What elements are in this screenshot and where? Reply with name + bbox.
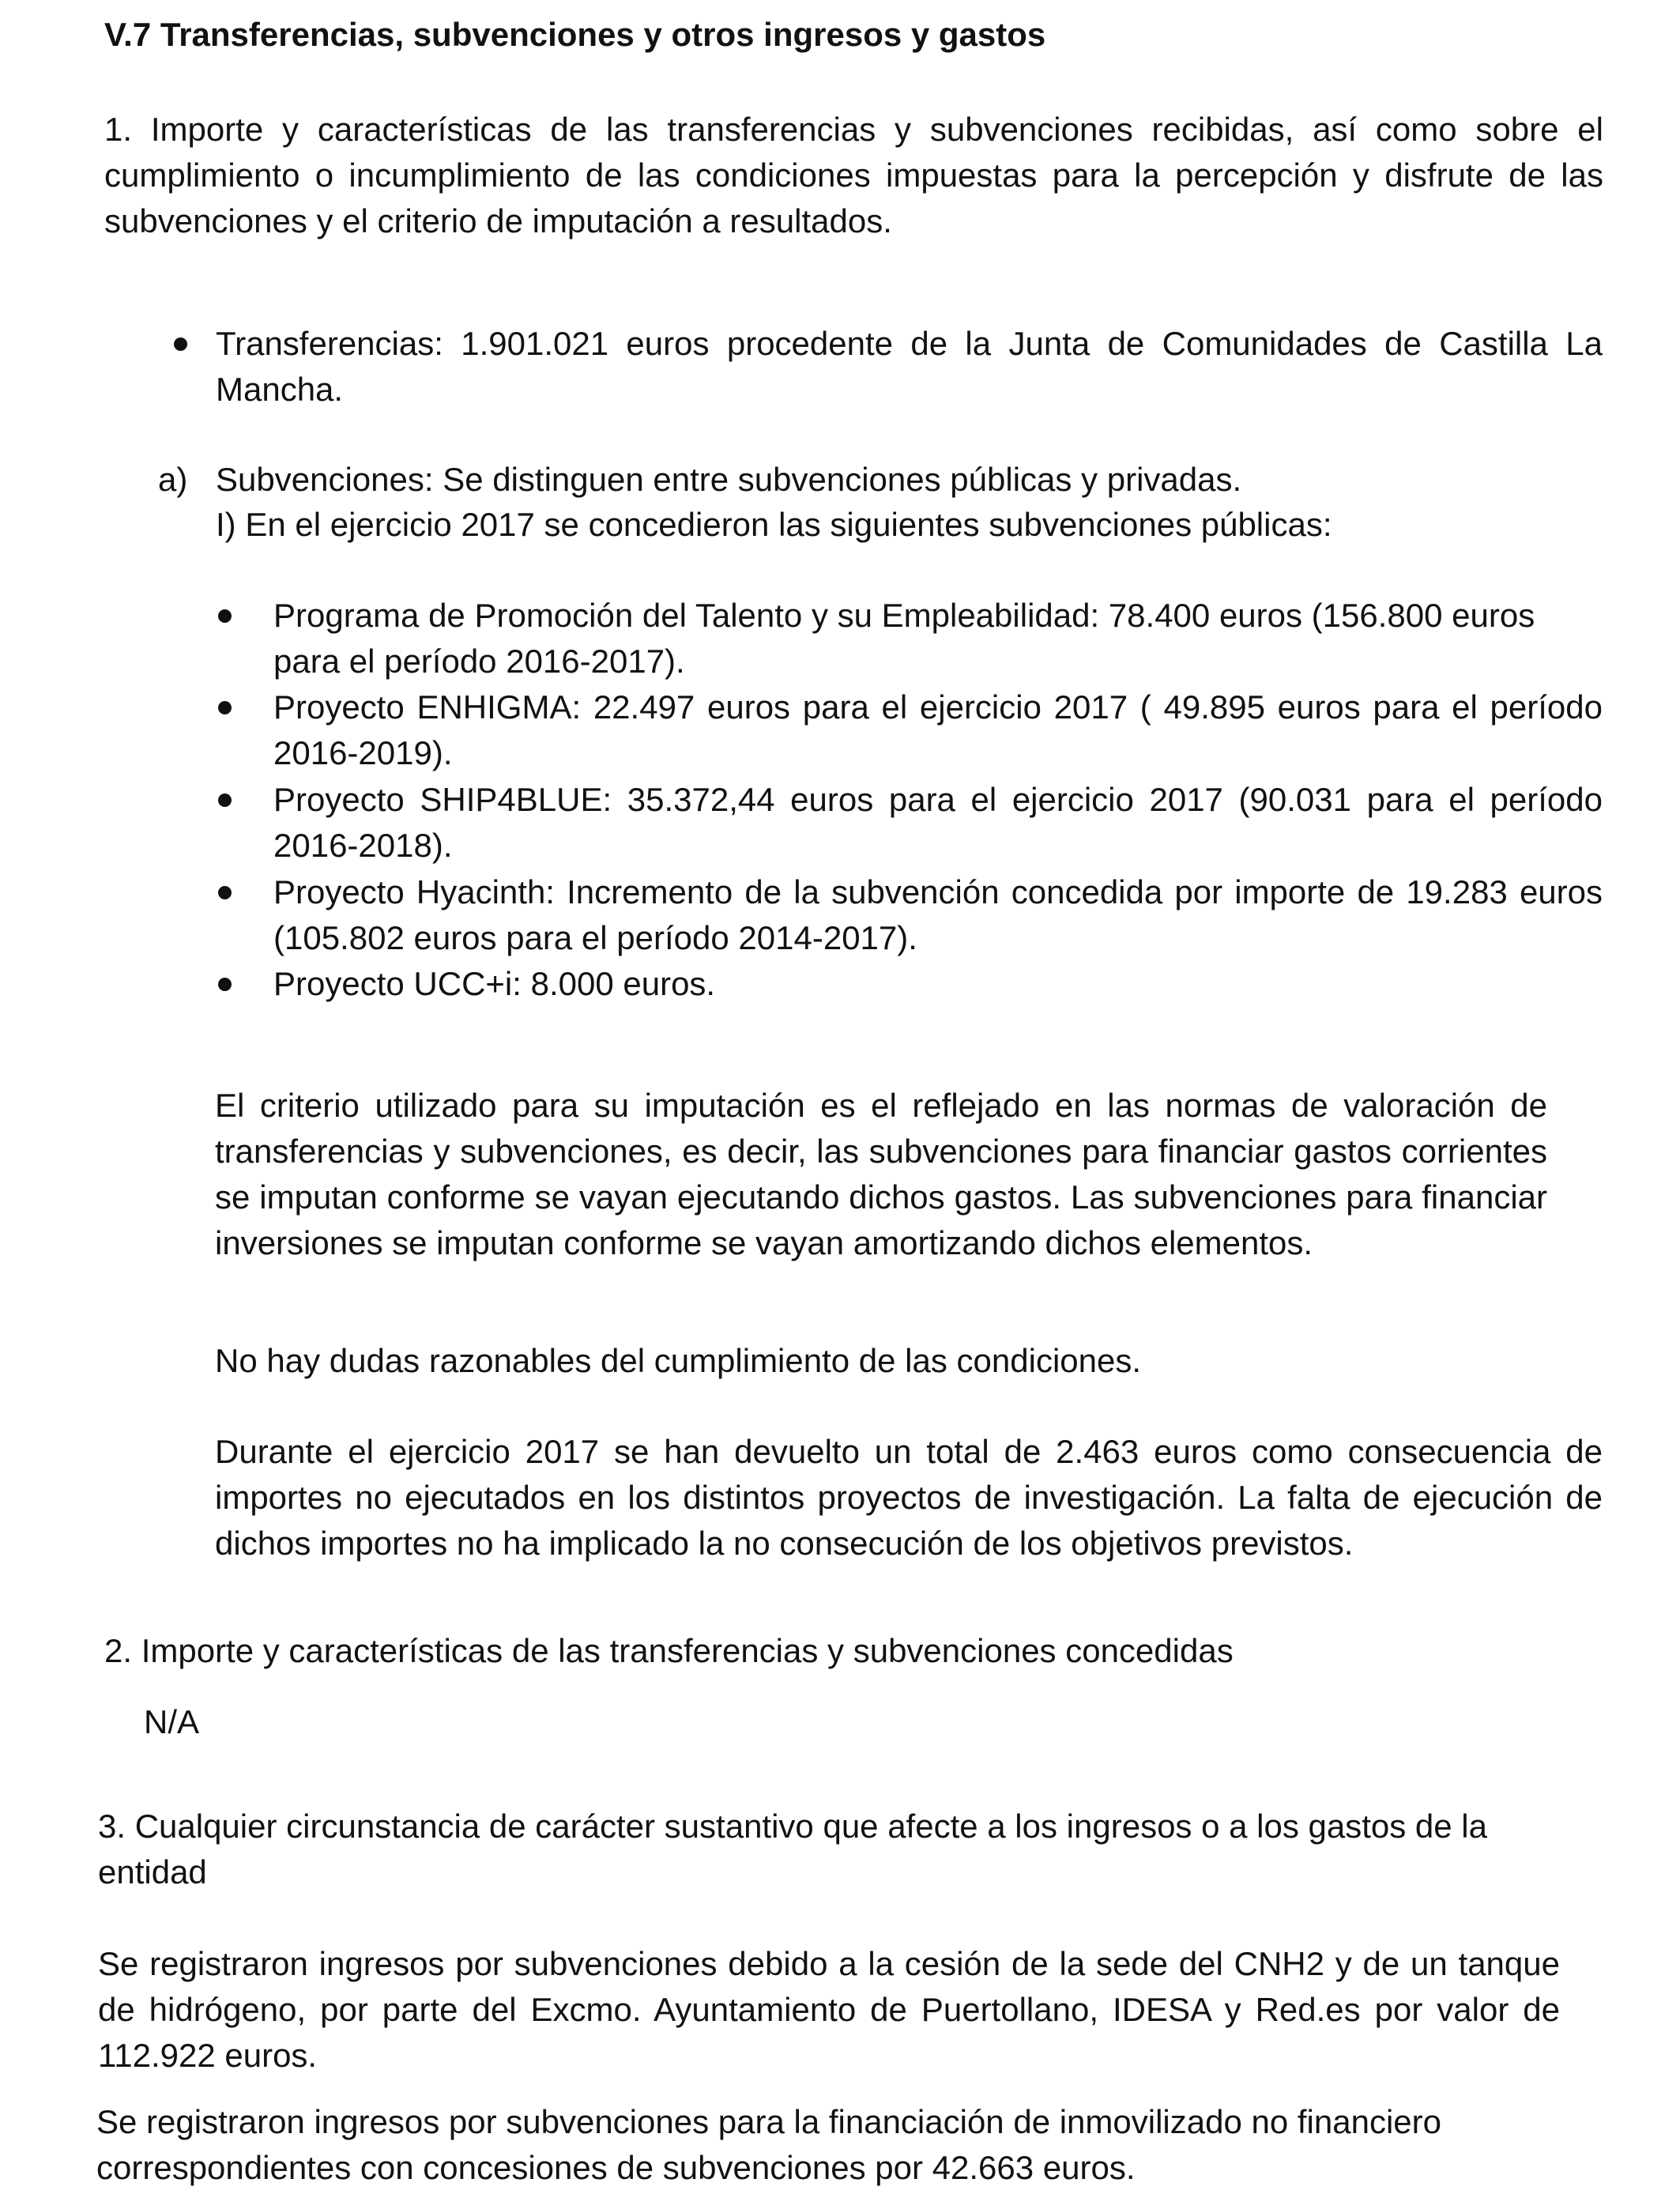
list-item-text: Proyecto Hyacinth: Incremento de la subvención concedida por importe de 19.283 euros (105.802 euros para el período 2014-2017). <box>273 873 1603 956</box>
list-marker-a: a) <box>158 461 188 498</box>
bullet-icon <box>218 794 232 807</box>
list-item-text: Proyecto ENHIGMA: 22.497 euros para el ejercicio 2017 ( 49.895 euros para el período 2016-2019). <box>273 688 1603 771</box>
section-heading: V.7 Transferencias, subvenciones y otros ingresos y gastos <box>104 16 1046 53</box>
section-3-title: 3. Cualquier circunstancia de carácter sustantivo que afecte a los ingresos o a los gastos de la entidad <box>98 1808 1487 1891</box>
section-1-title: 1. Importe y características de las transferencias y subvenciones recibidas, así como sobre el cumplimiento o incumplimiento de las condiciones impuestas para la percepción y disfrute de las subvenciones y el criterio de imputación a resultados. <box>104 111 1603 239</box>
transfer-bullet-text: Transferencias: 1.901.021 euros procedente de la Junta de Comunidades de Castilla La Mancha. <box>216 325 1603 408</box>
subsidies-intro: Subvenciones: Se distinguen entre subvenciones públicas y privadas. <box>216 461 1242 498</box>
bullet-icon <box>218 886 232 899</box>
bullet-icon <box>218 978 232 991</box>
section-2-title: 2. Importe y características de las transferencias y subvenciones concedidas <box>104 1632 1234 1669</box>
section-3-paragraph-2: Se registraron ingresos por subvenciones para la financiación de inmovilizado no financiero correspondientes con concesiones de subvenciones por 42.663 euros. <box>96 2103 1441 2186</box>
criteria-paragraph: El criterio utilizado para su imputación es el reflejado en las normas de valoración de transferencias y subvenciones, es decir, las subvenciones para financiar gastos corrientes se imputan conforme se vayan ejecutando dichos gastos. Las subvenciones para financiar inversiones se imputan conforme se vayan amortizando dichos elementos. <box>215 1087 1547 1261</box>
list-item-text: Programa de Promoción del Talento y su Empleabilidad: 78.400 euros (156.800 euros para el período 2016-2017). <box>273 597 1535 680</box>
bullet-icon <box>174 337 187 351</box>
returned-funds-paragraph: Durante el ejercicio 2017 se han devuelto un total de 2.463 euros como consecuencia de importes no ejecutados en los distintos proyectos de investigación. La falta de ejecución de dichos importes no ha implicado la no consecución de los objetivos previstos. <box>215 1433 1603 1562</box>
bullet-icon <box>218 609 232 623</box>
section-3-paragraph-1: Se registraron ingresos por subvenciones debido a la cesión de la sede del CNH2 y de un tanque de hidrógeno, por parte del Excmo. Ayuntamiento de Puertollano, IDESA y Red.es por valor de 112.922 euros. <box>98 1945 1560 2074</box>
no-doubts-paragraph: No hay dudas razonables del cumplimiento de las condiciones. <box>215 1342 1142 1379</box>
list-item-text: Proyecto SHIP4BLUE: 35.372,44 euros para el ejercicio 2017 (90.031 para el período 2016-2018). <box>273 781 1603 864</box>
bullet-icon <box>218 701 232 714</box>
list-item-text: Proyecto UCC+i: 8.000 euros. <box>273 965 716 1002</box>
section-2-value: N/A <box>144 1703 200 1740</box>
public-subsidies-intro: I) En el ejercicio 2017 se concedieron las siguientes subvenciones públicas: <box>216 506 1332 543</box>
